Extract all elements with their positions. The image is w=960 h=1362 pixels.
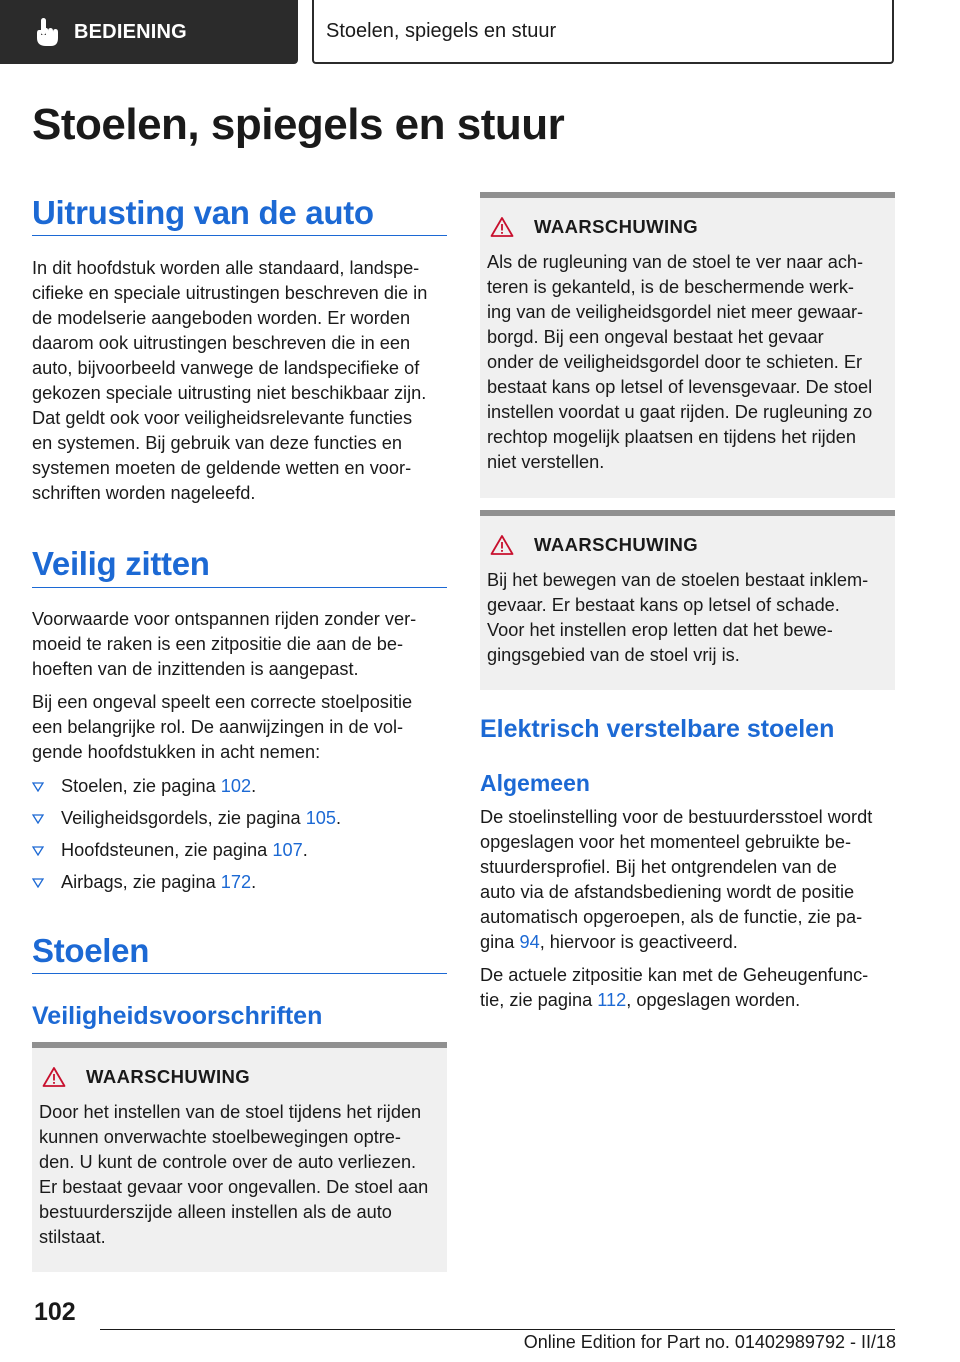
text-line: Voorwaarde voor ontspannen rijden zonder ver‐ — [32, 609, 417, 629]
heading-veilig-zitten: Veilig zitten — [32, 545, 210, 582]
warning-text — [487, 250, 887, 475]
bullet-end: . — [336, 808, 342, 828]
text-line: daarom ook uitrustingen beschreven die in een — [32, 333, 411, 353]
paragraph-uitrusting — [32, 256, 452, 506]
text-line: en systemen. Bij gebruik van deze functies en — [32, 433, 403, 453]
text-line: auto, bijvoorbeeld vanwege de landspecifieke of — [32, 358, 420, 378]
text-line: schriften worden nageleefd. — [32, 483, 256, 503]
page-link[interactable]: 112 — [597, 990, 627, 1010]
warning-header — [490, 216, 698, 238]
subheading-veiligheidsvoorschriften: Veiligheidsvoorschriften — [32, 1002, 323, 1030]
text-line: Voor het instellen erop letten dat het bewe‐ — [487, 620, 833, 640]
heading-rule — [32, 235, 447, 236]
page-link[interactable]: 107 — [272, 840, 303, 860]
text-line: gende hoofdstukken in acht nemen: — [32, 742, 321, 762]
footer-rule — [100, 1329, 895, 1330]
section-tab — [0, 0, 298, 64]
bullet-end: . — [251, 776, 257, 796]
warning-triangle-icon — [42, 1066, 66, 1088]
triangle-bullet-icon — [32, 814, 44, 824]
list-item — [32, 838, 447, 870]
warning-triangle-icon — [490, 534, 514, 556]
text-line: stilstaat. — [39, 1227, 106, 1247]
chapter-label: Stoelen, spiegels en stuur — [326, 19, 557, 42]
text-fragment: , opgeslagen worden. — [626, 990, 801, 1010]
text-line: den. U kunt de controle over de auto verliezen. — [39, 1152, 417, 1172]
text-line: Bij een ongeval speelt een correcte stoelpositie — [32, 692, 413, 712]
warning-header — [42, 1066, 250, 1088]
bullet-end: . — [302, 840, 308, 860]
text-line: gingsgebied van de stoel vrij is. — [487, 645, 740, 665]
text-line: hoeften van de inzittenden is aangepast. — [32, 659, 359, 679]
text-line: teren is gekanteld, is de beschermende werk‐ — [487, 277, 854, 297]
text-line: Bij het bewegen van de stoelen bestaat inklem‐ — [487, 570, 869, 590]
bullet-text: Airbags, zie pagina — [61, 872, 221, 892]
heading-rule — [32, 587, 447, 588]
chapter-tab — [312, 0, 894, 64]
text-line: borgd. Bij een ongeval bestaat het gevaar — [487, 327, 824, 347]
text-line: Dat geldt ook voor veiligheidsrelevante functies — [32, 408, 413, 428]
text-line: ing van de veiligheidsgordel niet meer gewaar‐ — [487, 302, 864, 322]
text-line: auto via de afstandsbediening wordt de positie — [480, 882, 855, 902]
hand-pointer-icon — [32, 16, 62, 48]
warning-triangle-icon — [490, 216, 514, 238]
text-line: bestuurderszijde alleen instellen als de auto — [39, 1202, 392, 1222]
page-link[interactable]: 94 — [519, 932, 540, 952]
heading-elektrisch-verstelbare-stoelen: Elektrisch verstelbare stoelen — [480, 715, 835, 743]
heading-stoelen: Stoelen — [32, 932, 150, 969]
bullet-list — [32, 774, 447, 902]
text-line: de modelserie aangeboden worden. Er worden — [32, 308, 411, 328]
heading-uitrusting: Uitrusting van de auto — [32, 194, 374, 231]
text-line: gekozen speciale uitrusting niet beschikbaar zijn. — [32, 383, 427, 403]
page-title: Stoelen, spiegels en stuur — [32, 100, 565, 149]
subheading-algemeen: Algemeen — [480, 770, 590, 796]
text-line: cifieke en speciale uitrustingen beschreven die in — [32, 283, 428, 303]
text-line: De actuele zitpositie kan met de Geheugenfunc‐ — [480, 965, 869, 985]
text-line: moeid te raken is een zitpositie die aan de be‐ — [32, 634, 404, 654]
section-label: BEDIENING — [74, 20, 187, 43]
text-fragment: tie, zie pagina — [480, 990, 598, 1010]
text-fragment: gina — [480, 932, 520, 952]
list-item — [32, 806, 447, 838]
text-line: gevaar. Er bestaat kans op letsel of schade. — [487, 595, 840, 615]
paragraph-algemeen-1 — [480, 805, 900, 955]
warning-header — [490, 534, 698, 556]
text-line: De stoelinstelling voor de bestuurdersstoel wordt — [480, 807, 873, 827]
text-line: systemen moeten de geldende wetten en voor‐ — [32, 458, 412, 478]
triangle-bullet-icon — [32, 782, 44, 792]
paragraph-veilig-2 — [32, 690, 452, 765]
bullet-end: . — [251, 872, 257, 892]
text-line: instellen voordat u gaat rijden. De rugleuning zo — [487, 402, 873, 422]
footer-edition: Online Edition for Part no. 01402989792 - II/18 — [523, 1332, 896, 1352]
text-line: niet verstellen. — [487, 452, 605, 472]
warning-box — [32, 1042, 447, 1272]
text-line: Als de rugleuning van de stoel te ver naar ach‐ — [487, 252, 864, 272]
bullet-text: Veiligheidsgordels, zie pagina — [61, 808, 306, 828]
warning-box — [480, 510, 895, 690]
text-line: opgeslagen voor het momenteel gebruikte be‐ — [480, 832, 852, 852]
page-link[interactable]: 102 — [220, 776, 252, 796]
paragraph-veilig-1 — [32, 607, 452, 682]
triangle-bullet-icon — [32, 878, 44, 888]
bullet-text: Hoofdsteunen, zie pagina — [61, 840, 273, 860]
text-line: automatisch opgeroepen, als de functie, zie pa‐ — [480, 907, 863, 927]
text-line: stuurdersprofiel. Bij het ontgrendelen van de — [480, 857, 837, 877]
page-number: 102 — [34, 1298, 76, 1326]
text-line: rechtop mogelijk plaatsen en tijdens het rijden — [487, 427, 857, 447]
warning-text — [487, 568, 887, 668]
paragraph-algemeen-2 — [480, 963, 900, 1013]
warning-title: WAARSCHUWING — [534, 534, 699, 555]
page-header — [0, 0, 960, 66]
text-line: Door het instellen van de stoel tijdens het rijden — [39, 1102, 422, 1122]
list-item — [32, 870, 447, 902]
list-item — [32, 774, 447, 806]
text-line: onder de veiligheidsgordel door te schieten. Er — [487, 352, 863, 372]
text-fragment: , hiervoor is geactiveerd. — [539, 932, 738, 952]
bullet-text: Stoelen, zie pagina — [61, 776, 221, 796]
warning-title: WAARSCHUWING — [534, 216, 699, 237]
text-line: Er bestaat gevaar voor ongevallen. De stoel aan — [39, 1177, 429, 1197]
triangle-bullet-icon — [32, 846, 44, 856]
warning-title: WAARSCHUWING — [86, 1066, 251, 1087]
text-line: In dit hoofdstuk worden alle standaard, landspe‐ — [32, 258, 420, 278]
text-line: kunnen onverwachte stoelbewegingen optre‐ — [39, 1127, 401, 1147]
warning-box — [480, 192, 895, 498]
heading-rule — [32, 973, 447, 974]
text-line: een belangrijke rol. De aanwijzingen in de vol‐ — [32, 717, 404, 737]
warning-text — [39, 1100, 439, 1250]
page-link[interactable]: 105 — [305, 808, 337, 828]
page-link[interactable]: 172 — [220, 872, 252, 892]
text-line: bestaat kans op letsel of levensgevaar. De stoel — [487, 377, 873, 397]
